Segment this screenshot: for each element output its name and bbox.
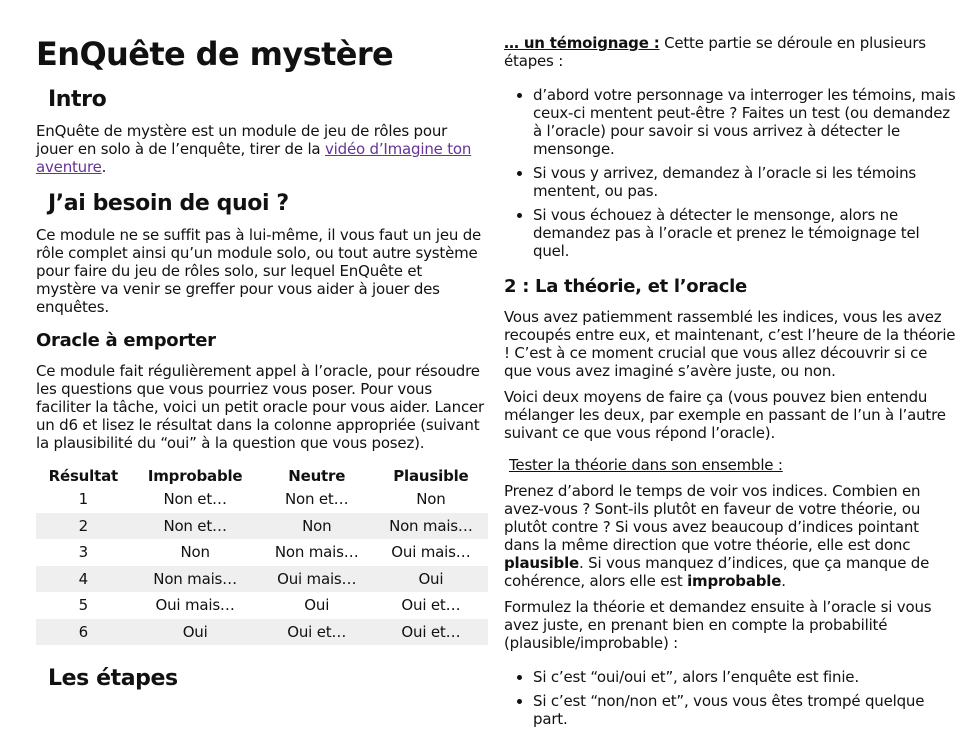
table-header: Plausible (393, 467, 469, 485)
table-cell: Non (260, 513, 374, 540)
table-cell: 6 (36, 619, 131, 646)
theory-list (504, 668, 958, 728)
table-cell: Non (180, 543, 210, 562)
theory-heading: 2 : La théorie, et l’oracle (504, 276, 747, 297)
table-cell: Oui (304, 596, 330, 615)
theory-subheading (504, 456, 958, 474)
oracle-table (36, 466, 488, 645)
table-cell: 2 (36, 513, 131, 540)
table-cell: Non et… (285, 490, 349, 509)
table-cell: Oui et… (260, 619, 374, 646)
video-link[interactable]: vidéo d’Imagine ton aventure (36, 140, 472, 176)
page-title: EnQuête de mystère (36, 35, 394, 73)
table-cell: Non (416, 490, 446, 509)
table-header-row (36, 466, 488, 486)
table-cell: Oui et… (374, 619, 488, 646)
theory-p3-a: Prenez d’abord le temps de voir vos indices. Combien en avez-vous ? Sont-ils plutôt en faveur de votre théorie, ou plutôt contre ? Si vous avez beaucoup d’indices pointant dans la même direction que votre théorie, elle est donc (504, 482, 921, 554)
theory-paragraph-1: Vous avez patiemment rassemblé les indices, vous les avez recoupés entre eux, et maintenant, c’est l’heure de la théorie ! C’est à ce moment crucial que vous allez découvrir si ce que vous avez imaginé s’avère juste, ou non. (504, 308, 956, 380)
table-cell: Non mais… (374, 513, 488, 540)
table-cell: Oui (131, 619, 260, 646)
table-row (36, 513, 488, 540)
table-cell: 1 (78, 490, 88, 509)
theory-paragraph-3 (504, 482, 958, 590)
intro-text: EnQuête de mystère est un module de jeu de rôles pour jouer en solo à de l’enquête, tirer de la (36, 122, 448, 158)
testimony-intro: Cette partie se déroule en plusieurs étapes : (504, 34, 926, 70)
table-cell: Oui mais… (391, 543, 471, 562)
list-item: • Si vous échouez à détecter le mensonge, alors ne demandez pas à l’oracle et prenez le témoignage tel quel. (533, 206, 958, 260)
theory-p3-plausible: plausible (504, 554, 580, 572)
table-cell: Oui mais… (155, 596, 235, 615)
table-cell: Non et… (131, 513, 260, 540)
theory-paragraph-4: Formulez la théorie et demandez ensuite à l’oracle si vous avez juste, en prenant bien en compte la probabilité (plausible/improbable) : (504, 598, 932, 652)
table-cell: Oui (374, 566, 488, 593)
testimony-label: … un témoignage : (504, 34, 660, 52)
theory-p3-e: . (781, 572, 786, 590)
table-row (36, 619, 488, 646)
table-header: Neutre (288, 467, 346, 485)
testimony-list (504, 86, 958, 260)
table-cell: 5 (78, 596, 88, 615)
table-cell: 3 (78, 543, 88, 562)
left-column (36, 34, 486, 701)
table-row (36, 592, 488, 619)
table-row (36, 486, 488, 513)
theory-p3-improbable: improbable (687, 572, 782, 590)
oracle-paragraph: Ce module fait régulièrement appel à l’oracle, pour résoudre les questions que vous pourriez vous poser. Pour vous faciliter la tâche, voici un petit oracle pour vous aider. Lancer un d6 et lisez le résultat dans la colonne appropriée (suivant la plausibilité du “oui” à la question que vous posez). (36, 362, 484, 452)
list-item: • Si c’est “non/non et”, vous vous êtes trompé quelque part. (533, 692, 958, 728)
theory-p3-c: . Si vous manquez d’indices, que ça manque de cohérence, alors elle est (504, 554, 930, 590)
table-cell: Non et… (163, 490, 227, 509)
theory-paragraph-2: Voici deux moyens de faire ça (vous pouvez bien entendu mélanger les deux, par exemple en passant de l’un à l’autre suivant ce que vous répond l’oracle). (504, 388, 946, 442)
list-item: • Si c’est “oui/oui et”, alors l’enquête est finie. (533, 668, 958, 686)
table-cell: Non mais… (274, 543, 359, 562)
table-cell: 4 (36, 566, 131, 593)
need-paragraph: Ce module ne se suffit pas à lui-même, il vous faut un jeu de rôle complet ainsi qu’un module solo, ou tout autre système pour faire du jeu de rôles solo, sur lequel EnQuête et mystère va venir se greffer pour vous aider à jouer des enquêtes. (36, 226, 482, 316)
list-item: • d’abord votre personnage va interroger les témoins, mais ceux-ci mentent peut-être ? Faites un test (ou demandez à l’oracle) pour savoir si vous arrivez à détecter le mensonge. (533, 86, 958, 158)
table-cell: Oui mais… (260, 566, 374, 593)
steps-heading: Les étapes (48, 666, 178, 691)
table-row (36, 539, 488, 566)
table-header: Improbable (147, 467, 243, 485)
intro-heading: Intro (48, 87, 107, 112)
list-item: • Si vous y arrivez, demandez à l’oracle si les témoins mentent, ou pas. (533, 164, 958, 200)
right-column (504, 34, 958, 738)
testimony-paragraph (504, 34, 958, 70)
need-heading: J’ai besoin de quoi ? (48, 191, 289, 216)
table-cell: Non mais… (131, 566, 260, 593)
intro-paragraph (36, 122, 486, 176)
table-cell: Oui et… (401, 596, 461, 615)
table-row (36, 566, 488, 593)
theory-subheading-text: Tester la théorie dans son ensemble : (509, 456, 783, 474)
intro-text-end: . (101, 158, 107, 176)
table-header: Résultat (48, 467, 118, 485)
oracle-heading: Oracle à emporter (36, 330, 216, 351)
